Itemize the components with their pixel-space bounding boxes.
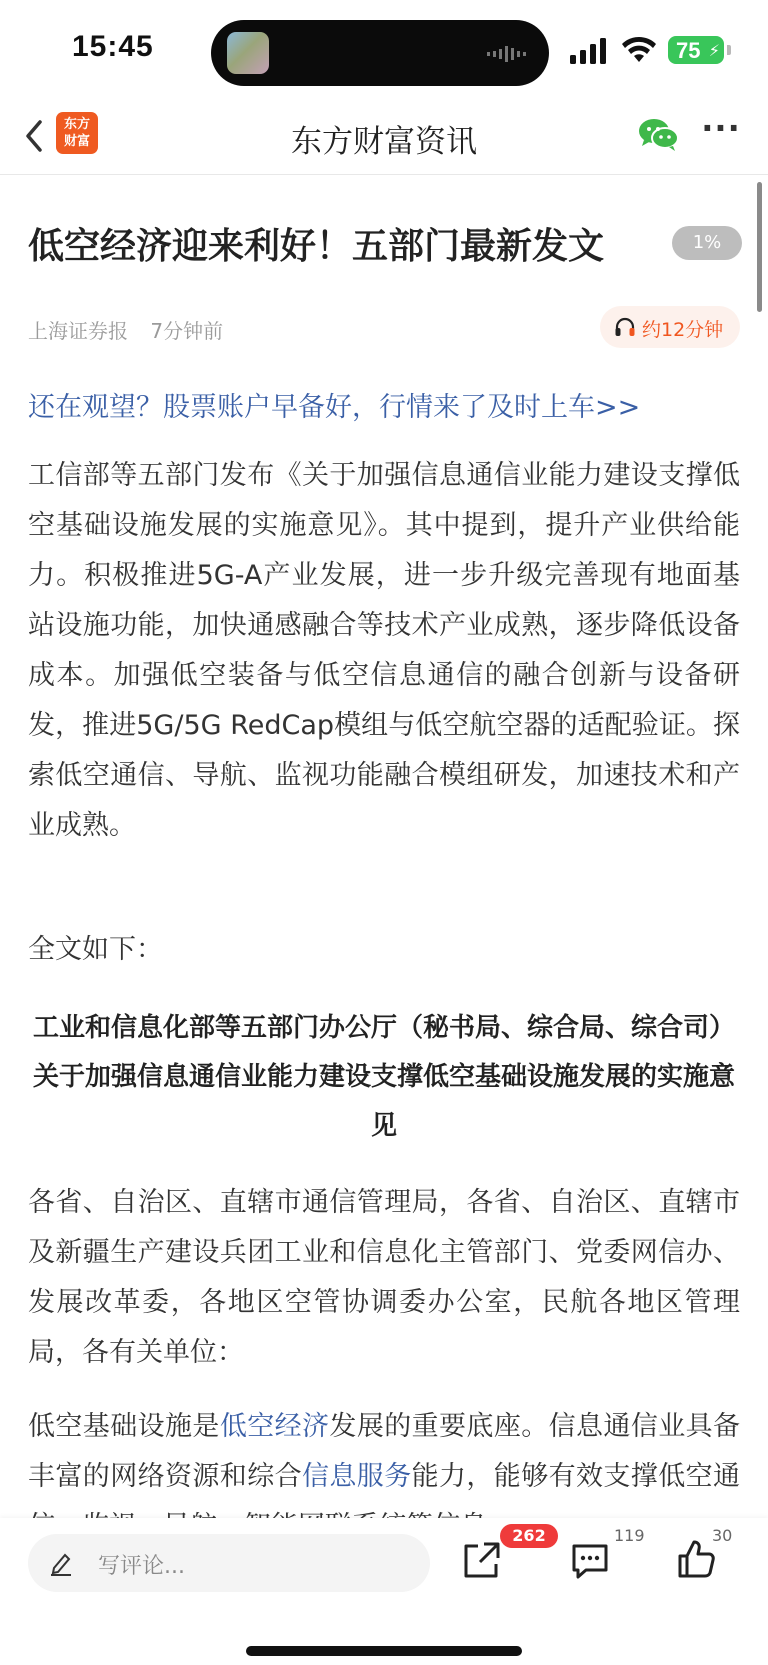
document-heading: 工业和信息化部等五部门办公厅（秘书局、综合局、综合司）关于加强信息通信业能力建设支撑低空基础设施发展的实施意见 — [32, 1013, 735, 1141]
thumbs-up-icon[interactable] — [676, 1538, 716, 1580]
comment-count: 119 — [614, 1526, 645, 1545]
home-indicator[interactable] — [246, 1646, 522, 1656]
bottom-action-bar — [0, 1518, 768, 1665]
cellular-signal-icon — [570, 38, 610, 64]
article-time: 7分钟前 — [150, 319, 224, 343]
more-options-icon[interactable]: ··· — [701, 109, 741, 147]
headphones-icon — [614, 316, 636, 338]
wechat-share-icon[interactable] — [638, 116, 680, 152]
pen-icon — [48, 1550, 74, 1576]
paragraph-2: 全文如下： — [28, 934, 163, 965]
logo-text-top: 东方 — [63, 117, 90, 132]
comment-input[interactable] — [28, 1534, 430, 1592]
status-bar — [0, 0, 768, 100]
battery-level: 75 — [676, 38, 701, 63]
dynamic-island[interactable] — [211, 20, 549, 86]
page-title: 东方财富资讯 — [291, 124, 477, 160]
status-time: 15:45 — [72, 30, 154, 63]
keyword-link-low-altitude-economy[interactable]: 低空经济 — [219, 1411, 330, 1442]
article-title: 低空经济迎来利好！五部门最新发文 — [28, 226, 605, 267]
article-meta — [28, 315, 239, 344]
scrollbar[interactable] — [757, 182, 762, 312]
promo-link[interactable]: 还在观望？股票账户早备好，行情来了及时上车>> — [28, 392, 641, 423]
battery-icon — [668, 36, 724, 64]
article-source: 上海证券报 — [28, 319, 128, 343]
like-count: 30 — [712, 1526, 733, 1545]
battery-cap — [727, 45, 731, 55]
paragraph-1: 工信部等五部门发布《关于加强信息通信业能力建设支撑低空基础设施发展的实施意见》。其中提到，提升产业供给能力。积极推进5G-A产业发展，进一步升级完善现有地面基站设施功能，加快通感融合等技术产业成熟，逐步降低设备成本。加强低空装备与低空信息通信的融合创新与设备研发，推进5G/5G RedCap模组与低空航空器的适配验证。探索低空通信、导航、监视功能融合模组研发，加速技术和产业成熟。 — [28, 460, 740, 841]
comment-placeholder: 写评论... — [98, 1554, 185, 1579]
keyword-link-information-services[interactable]: 信息服务 — [302, 1461, 412, 1492]
audio-wave-icon — [487, 46, 527, 62]
nav-bar — [0, 100, 768, 175]
paragraph-4-text-c: 能力，能够有效支撑低空通 — [411, 1461, 741, 1492]
paragraph-4-text-a: 低空基础设施是 — [28, 1411, 220, 1442]
share-count-badge: 262 — [500, 1524, 558, 1548]
charging-bolt-icon: ⚡ — [708, 41, 720, 60]
listen-duration: 约12分钟 — [642, 319, 724, 341]
logo-text-bottom: 财富 — [63, 134, 90, 149]
read-progress-badge: 1% — [672, 226, 742, 260]
wifi-icon — [622, 36, 656, 64]
now-playing-thumbnail — [227, 32, 269, 74]
paragraph-4-text-b: 发展的重要底座。信息通信业具备丰富的网络资源和综合 — [28, 1411, 741, 1492]
comments-icon[interactable] — [570, 1542, 610, 1580]
paragraph-3: 各省、自治区、直辖市通信管理局，各省、自治区、直辖市及新疆生产建设兵团工业和信息化主管部门、党委网信办、发展改革委，各地区空管协调委办公室，民航各地区管理局，各有关单位： — [28, 1187, 740, 1368]
share-icon[interactable] — [462, 1540, 502, 1580]
listen-button[interactable] — [600, 306, 740, 348]
